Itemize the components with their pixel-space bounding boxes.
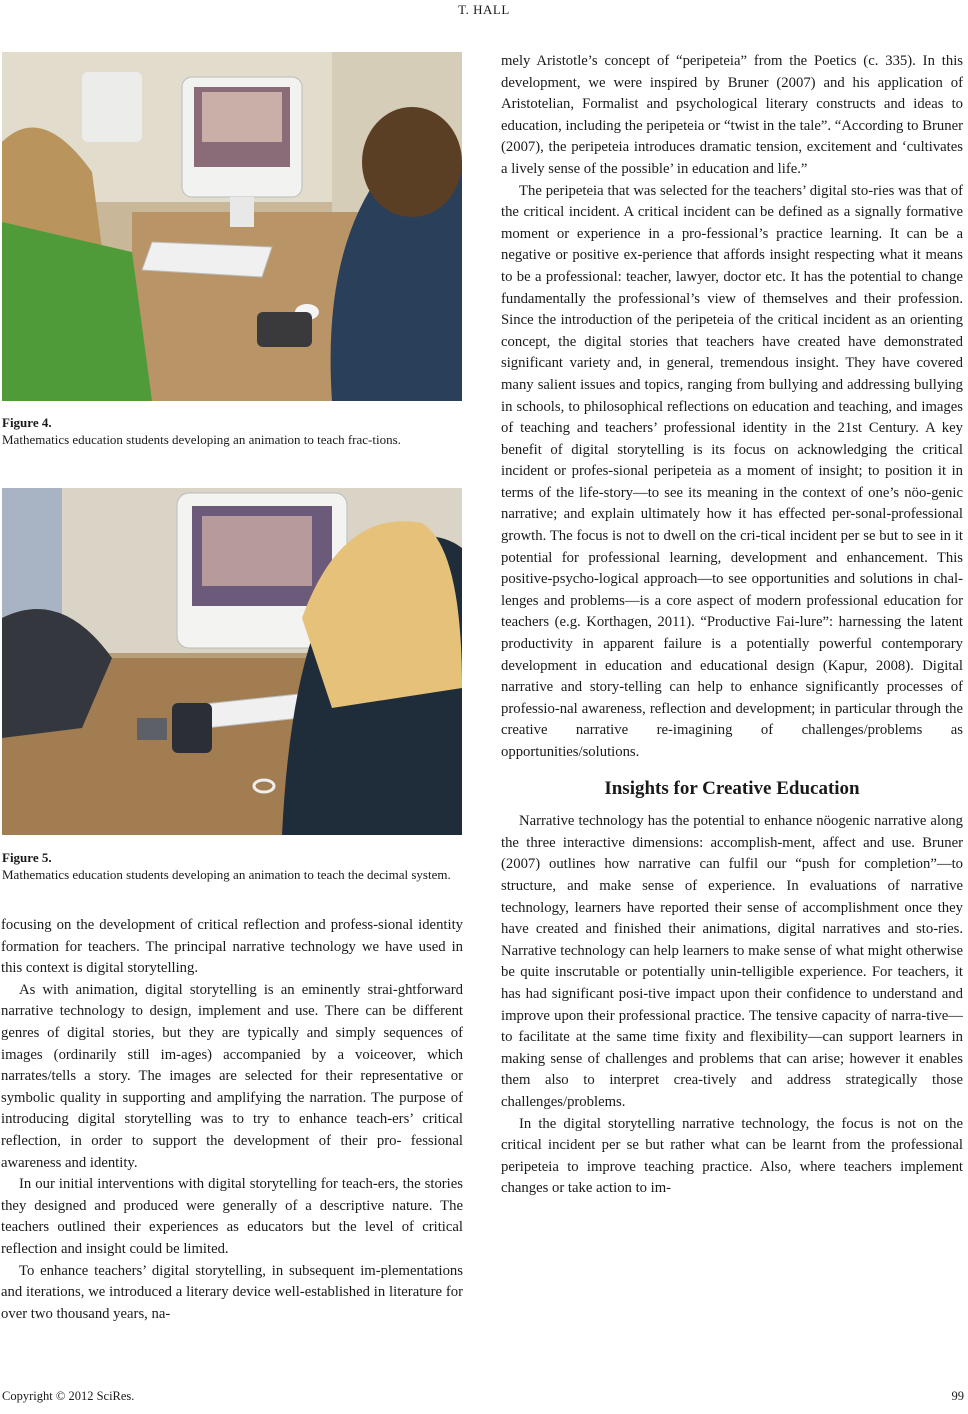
body-paragraph: focusing on the development of critical reflection and profess-sional identity formation for teachers. The principal narrative technology we have used in this context is digital storytelling.: [1, 917, 463, 977]
right-column-text: [501, 51, 963, 1200]
figure-5-caption-text: Mathematics education students developing an animation to teach the decimal system.: [2, 867, 451, 882]
body-paragraph: To enhance teachers’ digital storytelling, in subsequent im-plementations and iterations, we introduced a literary device well-established in literature for over two thousand years, na-: [1, 1262, 463, 1322]
left-column-text: [1, 915, 463, 1325]
body-paragraph: mely Aristotle’s concept of “peripeteia” from the Poetics (c. 335). In this development, we were inspired by Bruner (2007) and his application of Aristotelian, Formalist and psychological literary constructs and ideas to education, including the peripeteia or “twist in the tale”. “According to Bruner (2007), the peripeteia introduces dramatic tension, excitement and ‘cultivates a lively sense of the possible’ in education and life.”: [501, 53, 963, 177]
body-paragraph: Narrative technology has the potential to enhance nöogenic narrative along the three interactive dimensions: accomplish-ment, affect and use. Bruner (2007) outlines how narrative can fulfil our “push for completion”—to structure, and make sense of experience. In evaluations of narrative technology, learners have reported their sense of accomplishment once they have created and finished their animations, digital narratives and sto-ries. Narrative technology can help learners to make sense of what might otherwise be quite inscrutable or potentially unin-telligible experience. For teachers, it has had significant posi-tive impact upon their confidence to understand and improve upon their professional practice. The tensive capacity of narra-tive—to facilitate at the same time fixity and flexibility—can support learners in making sense of challenges and problems that can arise; however it enables them also to interpret crea-tively and address strategically those challenges/problems.: [501, 813, 963, 1110]
figure-4-photo: [2, 52, 462, 401]
body-paragraph: The peripeteia that was selected for the teachers’ digital sto-ries was that of the critical incident. A critical incident can be defined as a signally formative moment or experience in a pro-fessional’s practice learning. It can be a negative or positive ex-perience that affords insight respecting what it means to be a professional: teacher, lawyer, doctor etc. It has the potential to change fundamentally the professional’s view of themselves and their profession. Since the introduction of the peripeteia of the critical incident as an orienting concept, the digital stories that teachers have created have demonstrated significant variety and, in general, tremendous insight. They have covered many salient issues and topics, ranging from bullying and addressing bullying in schools, to philosophical reflections on education and teaching, and images of teaching and teachers’ professional identity in the 21st Century. A key benefit of digital storytelling is its focus on acknowledging the critical incident or profes-sional peripeteia as a moment of insight; to position it in terms of the life-story—to see its meaning in the context of one’s nöo-genic narrative; and explain ultimately how it has effected per-sonal-professional growth. The focus is not to dwell on the cri-tical incident per se but to see in it potential for professional learning, development and enhancement. This positive-psycho-logical approach—to see opportunities and solutions in chal-lenges and problems—is a core aspect of modern professional education for teachers (e.g. Korthagen, 2011). “Productive Fai-lure”: harnessing the latent productivity in apparent failure is a potentially powerful contemporary development in education and educational design (Kapur, 2008). Digital narrative and story-telling can help to enhance significantly processes of professio-nal awareness, reflection and development; in particular through the creative narrative re-imagining of challenges/problems as opportunities/solutions.: [501, 182, 963, 760]
figure-5-caption: [2, 849, 462, 883]
figure-4-label: Figure 4.: [2, 415, 52, 430]
body-paragraph: As with animation, digital storytelling is an eminently strai-ghtforward narrative technology to design, implement and use. There can be different genres of digital stories, but they are typically and simply sequences of images (ordinarily still im-ages) accompanied by a voiceover, which narrates/tells a story. The images are selected for their representative or symbolic quality in supporting and amplifying the narration. The purpose of introducing digital storytelling was to try to enhance teach-ers’ critical reflection, in order to support the development of their pro- fessional awareness and identity.: [1, 981, 463, 1171]
figure-5-label: Figure 5.: [2, 850, 52, 865]
figure-4-caption-text: Mathematics education students developing an animation to teach frac-tions.: [2, 432, 401, 447]
page-number: 99: [951, 1389, 964, 1403]
body-paragraph: In our initial interventions with digital storytelling for teach-ers, the stories they designed and produced were generally of a descriptive nature. The teachers outlined their experiences as educators but the level of critical reflection and insight could be limited.: [1, 1176, 463, 1257]
body-paragraph: In the digital storytelling narrative technology, the focus is not on the critical incident per se but rather what can be learnt from the professional peripeteia to improve teaching practice. Also, where teachers implement changes or take action to im-: [501, 1115, 963, 1197]
figure-5-photo: [2, 488, 462, 835]
figure-4-caption: [2, 414, 462, 448]
running-head: T. HALL: [458, 2, 510, 17]
section-heading: Insights for Creative Education: [604, 777, 860, 799]
copyright-notice: Copyright © 2012 SciRes.: [2, 1389, 135, 1403]
